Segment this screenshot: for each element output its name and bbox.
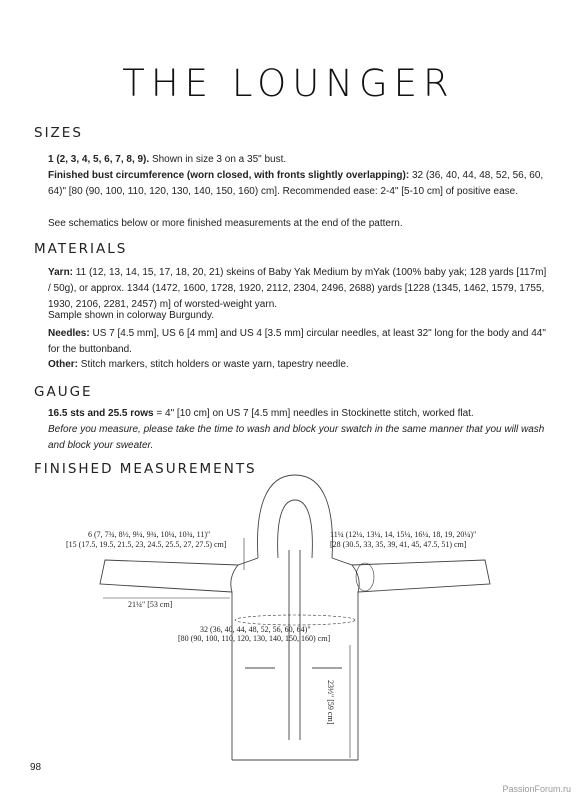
- other-paragraph: [48, 357, 548, 373]
- section-heading-finished-measurements: FINISHED MEASUREMENTS: [34, 461, 257, 477]
- right-sleeve: [332, 558, 490, 592]
- yarn-text: 11 (12, 13, 14, 15, 17, 18, 20, 21) skeins of Baby Yak Medium by mYak (100% baby yak; 128 yards [117m] / 50g), or approx. 1344 (1472, 1600, 1728, 1920, 2112, 2304, 2496, 2688) yards [1228 (1345, 1462, 1579, 1755, 1930, 2106, 2281, 2457) m] of worsted-weight yarn.: [48, 267, 547, 310]
- right-armhole: [352, 565, 359, 592]
- hood-opening: [289, 550, 300, 740]
- section-heading-gauge: GAUGE: [34, 384, 93, 400]
- needles-bold: Needles:: [48, 328, 90, 339]
- yarn-bold: Yarn:: [48, 267, 74, 278]
- sizes-paragraph: [48, 152, 548, 168]
- sleeve-length-label: 21¼" [53 cm]: [128, 600, 173, 609]
- watermark: PassionForum.ru: [502, 784, 571, 794]
- bust-text: 32 (36, 40, 44, 48, 52, 56, 60, 64)" [80 (90, 100, 110, 120, 130, 140, 150, 160) cm]. Recommended ease: 2-4" [5-10 cm] of positive ease.: [48, 170, 544, 197]
- armhole-label-1: 6 (7, 7¾, 8½, 9¼, 9¾, 10¼, 10¾, 11)": [88, 530, 211, 539]
- armhole-label-2: [15 (17.5, 19.5, 21.5, 23, 24.5, 25.5, 27, 27.5) cm]: [66, 540, 227, 549]
- left-sleeve: [100, 558, 258, 592]
- bust-label-1: 32 (36, 40, 44, 48, 52, 56, 60, 64)": [200, 625, 311, 634]
- needles-paragraph: [48, 326, 548, 358]
- needles-text: US 7 [4.5 mm], US 6 [4 mm] and US 4 [3.5 mm] circular needles, at least 32" long for the body and 44" for the buttonband.: [48, 328, 546, 355]
- bust-ellipse: [235, 615, 355, 625]
- bust-paragraph: [48, 168, 548, 200]
- sizes-bold: 1 (2, 3, 4, 5, 6, 7, 8, 9).: [48, 154, 150, 165]
- hood-outline: [257, 475, 332, 558]
- length-label: 23½" [59 cm]: [326, 680, 335, 725]
- sample-note: Sample shown in colorway Burgundy.: [48, 310, 215, 321]
- upper-arm-label-2: [28 (30.5, 33, 35, 39, 41, 45, 47.5, 51) cm]: [330, 540, 467, 549]
- hood-inner-line: [278, 500, 313, 558]
- bust-bold: Finished bust circumference (worn closed, with fronts slightly overlapping):: [48, 170, 410, 181]
- section-heading-materials: MATERIALS: [34, 241, 128, 257]
- schematics-note: See schematics below or more finished measurements at the end of the pattern.: [48, 218, 403, 229]
- page-title: THE LOUNGER: [122, 62, 455, 105]
- gauge-italic-note: Before you measure, please take the time to wash and block your swatch in the same manner that you will wash and block your sweater.: [48, 424, 545, 451]
- gauge-paragraph: [48, 406, 548, 454]
- sizes-text: Shown in size 3 on a 35" bust.: [149, 154, 287, 165]
- gauge-text: = 4" [10 cm] on US 7 [4.5 mm] needles in Stockinette stitch, worked flat.: [153, 408, 474, 419]
- upper-arm-label-1: 11¼ (12¼, 13¼, 14, 15¼, 16¼, 18, 19, 20¼)": [330, 530, 477, 539]
- gauge-bold: 16.5 sts and 25.5 rows: [48, 408, 154, 419]
- page-number: 98: [30, 762, 42, 773]
- section-heading-sizes: SIZES: [34, 125, 83, 141]
- bust-label-2: [80 (90, 100, 110, 120, 130, 140, 150, 160) cm]: [178, 634, 331, 643]
- other-bold: Other:: [48, 359, 78, 370]
- left-armhole: [231, 565, 238, 592]
- yarn-paragraph: [48, 265, 548, 313]
- other-text: Stitch markers, stitch holders or waste yarn, tapestry needle.: [78, 359, 349, 370]
